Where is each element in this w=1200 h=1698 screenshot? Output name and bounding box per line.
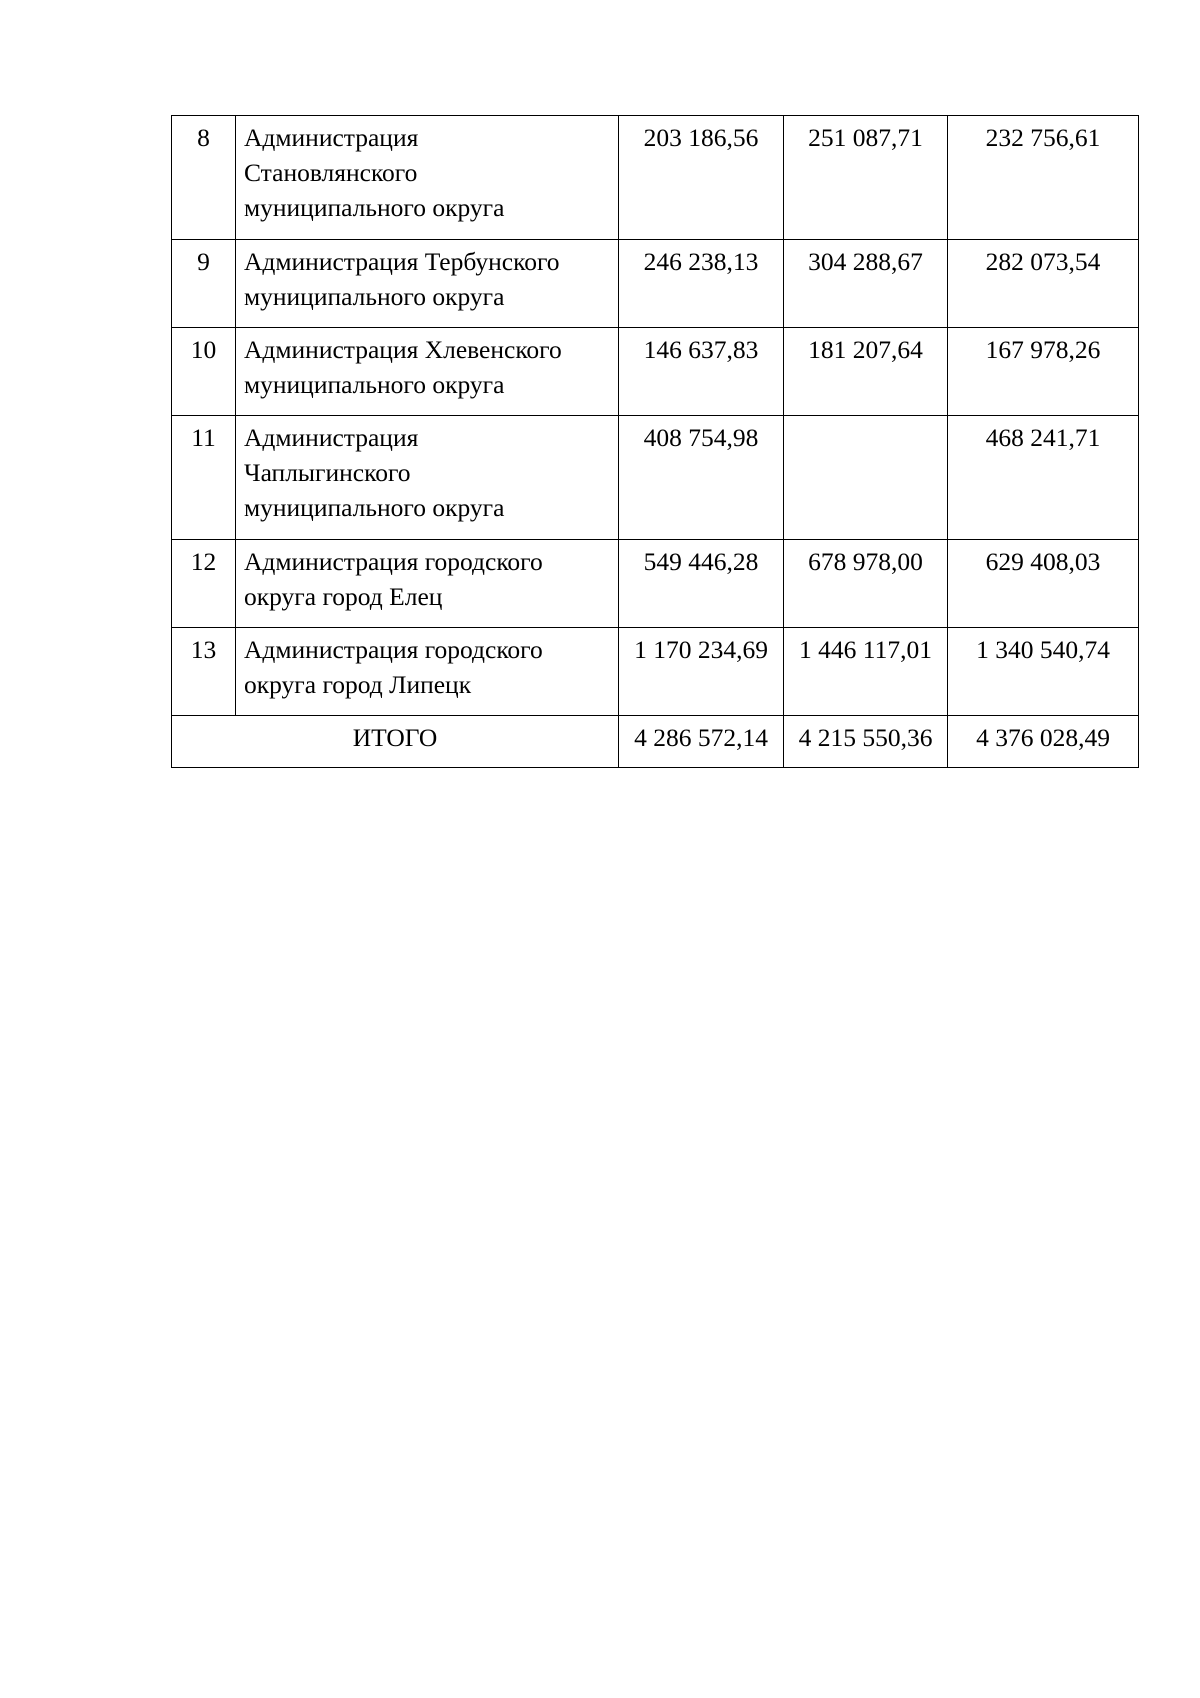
value-column-1: 146 637,83 (619, 328, 784, 416)
table-row (172, 328, 1139, 416)
total-label: ИТОГО (172, 716, 619, 768)
organization-name-line: Администрация городского (244, 635, 543, 664)
table-row (172, 540, 1139, 628)
value-column-1: 1 170 234,69 (619, 628, 784, 716)
value-column-1: 203 186,56 (619, 116, 784, 240)
organization-name-line: округа город Елец (244, 582, 443, 611)
table-row (172, 416, 1139, 540)
organization-name-line: Становлянского (244, 158, 418, 187)
value-column-1: 549 446,28 (619, 540, 784, 628)
value-column-2: 251 087,71 (784, 116, 948, 240)
organization-name-line: муниципального округа (244, 193, 505, 222)
value-column-3: 629 408,03 (948, 540, 1139, 628)
organization-name (236, 240, 619, 328)
value-column-2: 304 288,67 (784, 240, 948, 328)
row-number: 8 (172, 116, 236, 240)
row-number: 11 (172, 416, 236, 540)
organization-name-line: Администрация городского (244, 547, 543, 576)
total-value-2: 4 215 550,36 (784, 716, 948, 768)
value-column-2 (784, 416, 948, 540)
organization-name (236, 416, 619, 540)
budget-table (171, 115, 1139, 768)
value-column-3: 282 073,54 (948, 240, 1139, 328)
value-column-2: 678 978,00 (784, 540, 948, 628)
organization-name (236, 628, 619, 716)
organization-name-line: округа город Липецк (244, 670, 472, 699)
row-number: 9 (172, 240, 236, 328)
total-value-3: 4 376 028,49 (948, 716, 1139, 768)
organization-name-line: Администрация (244, 123, 419, 152)
organization-name-line: Администрация Тербунского (244, 247, 560, 276)
table-row (172, 116, 1139, 240)
value-column-2: 1 446 117,01 (784, 628, 948, 716)
organization-name-line: Чаплыгинского (244, 458, 411, 487)
value-column-3: 1 340 540,74 (948, 628, 1139, 716)
organization-name-line: муниципального округа (244, 282, 505, 311)
organization-name-line: Администрация Хлевенского (244, 335, 562, 364)
table-row (172, 628, 1139, 716)
organization-name (236, 328, 619, 416)
total-value-1: 4 286 572,14 (619, 716, 784, 768)
row-number: 12 (172, 540, 236, 628)
value-column-3: 232 756,61 (948, 116, 1139, 240)
organization-name-line: Администрация (244, 423, 419, 452)
value-column-2: 181 207,64 (784, 328, 948, 416)
value-column-3: 167 978,26 (948, 328, 1139, 416)
organization-name (236, 116, 619, 240)
row-number: 13 (172, 628, 236, 716)
organization-name (236, 540, 619, 628)
total-row (172, 716, 1139, 768)
table-row (172, 240, 1139, 328)
row-number: 10 (172, 328, 236, 416)
value-column-1: 408 754,98 (619, 416, 784, 540)
organization-name-line: муниципального округа (244, 370, 505, 399)
organization-name-line: муниципального округа (244, 493, 505, 522)
value-column-1: 246 238,13 (619, 240, 784, 328)
value-column-3: 468 241,71 (948, 416, 1139, 540)
